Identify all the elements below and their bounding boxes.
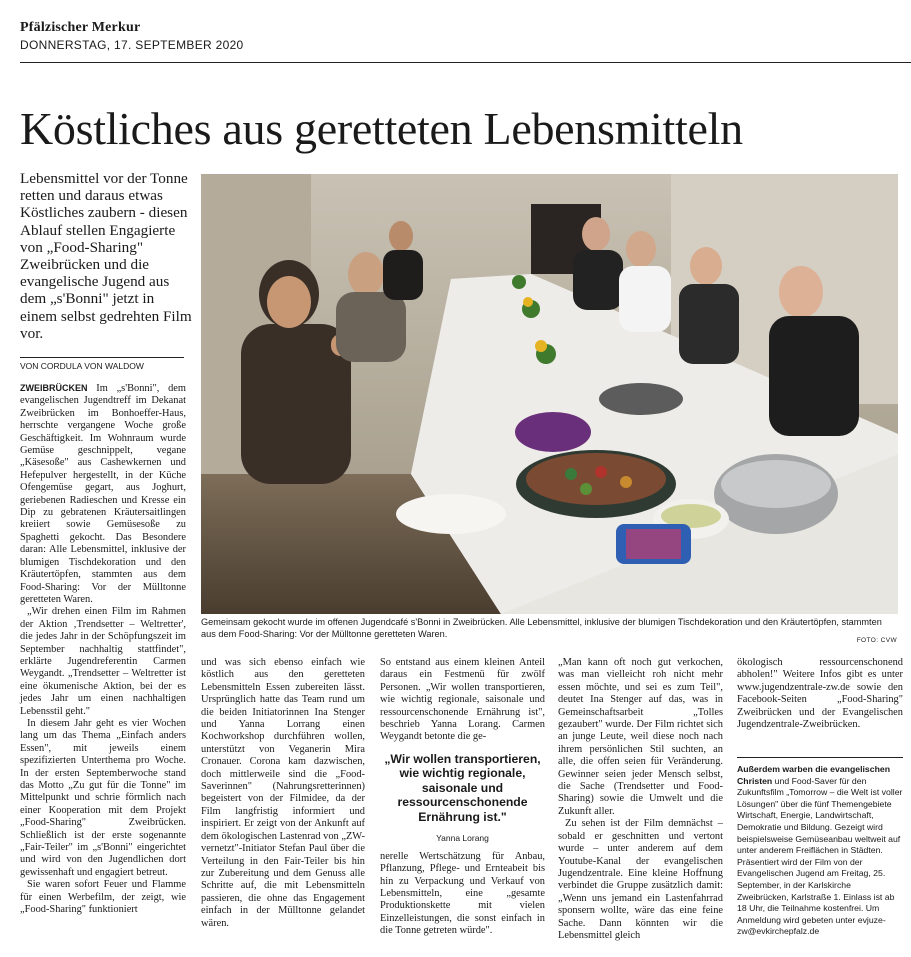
article-column-5 [737,657,903,731]
paragraph-text: Im „s'Bonni", dem evangelischen Jugendtreff im Dekanat Zweibrücken im Bonhoeffer-Haus, herrschte vergangene Woche große Geschäftigkeit. Im Wohnraum wurde Gemüse geschnippelt, vegane „Käsesoße" aus Cashewkernen und Hefepulver hergestellt, in der Küche Ofengemüse gegart, aus Joghurt, geriebenen Radieschen und Kresse ein Dip zu gebratenen Kräutersaitlingen kreiiert sowie Gemüsesoße zu Spaghetti gekocht. Das Besondere daran: Alle Lebensmittel, inklusive der blumigen Tischdekoration und den Kräutertöpfen, stammten aus dem Food-Sharing: Vor der Mülltonne geretteten Waren. [20,383,186,605]
paragraph: „Man kann oft noch gut verkochen, was man vielleicht roh nicht mehr essen möchte, und sei es zum Teil", deutet Ina Stenger auf das, was in Gemeinschaftsarbeit „Tolles gezaubert" wurde. Der Film richtet sich an junge Leute, weil diese noch nach ihrem persönlichen Stil suchten, an alle, die offen seien für Veränderung. Gewinner seien jeder Mensch selbst, die Sache (Trendsetter und Food-Sharing) sowie die Umwelt und die Zukunft aller. [558,657,723,817]
dateline: ZWEIBRÜCKEN [20,383,88,393]
article-photo [201,174,898,614]
paragraph [20,382,186,606]
info-box-lead: Außerdem warben die evangelischen Christen [737,764,891,786]
paragraph: In diesem Jahr geht es vier Wochen lang um das Thema „Einfach anders Essen", mit jeweils einem spezifizierten Unterthema pro Woche. In der ersten Septemberwoche stand das Motto „Zu gut für die Tonne" im Mittelpunkt und schrie förmlich nach einer Kooperation mit dem Projekt „Food-Sharing" Zweibrücken. Schließlich ist der erste sogenannte „Fair-Teiler" im „s'Bonni" eingerichtet und wird von den Jugendlichen dort gewissenhaft und engagiert betreut. [20,717,186,878]
masthead [20,20,244,52]
photo-caption: Gemeinsam gekocht wurde im offenen Jugendcafé s'Bonni in Zweibrücken. Alle Lebensmittel, inklusive der blumigen Tischdekoration und den Kräutertöpfen, stammten aus dem Food-Sharing: Vor der Mülltonne geretteten Waren. [201,617,882,639]
masthead-divider [20,62,911,63]
paragraph: nerelle Wertschätzung für Anbau, Pflanzung, Pflege- und Ernteabeit bis hin zu Verpackung und Verkauf von Lebensmitteln, eine „gesamte Produktionskette mit vielen Einzelleistungen, die sonst einfach in die Tonne getreten würde". [380,850,545,937]
pull-quote: „Wir wollen transportieren, wie wichtig regionale, saisonale und ressourcenschonende Ernährung ist." [384,751,541,824]
photo-credit: FOTO: CVW [856,637,897,644]
paragraph: Sie waren sofort Feuer und Flamme für einen Werbefilm, der zeigt, wie „Food-Sharing" funktioniert [20,879,186,916]
article-column-1 [20,382,186,916]
issue-date: DONNERSTAG, 17. SEPTEMBER 2020 [20,38,244,52]
info-box-text: und Food-Saver für den Zukunftsfilm „Tomorrow – die Welt ist voller Lösungen" über die fünf Themengebiete Wirtschaft, Energie, Landwirtschaft, Demokratie und Bildung. Gezeigt wird beispielsweise Gemüseanbau weltweit auf unter anderem Freiflächen in Städten. Präsentiert wird der Film von der Evangelischen Jugend am Freitag, 25. September, in der Karlskirche Zweibrücken, Karlstraße 1. Einlass ist ab 18 Uhr, die Teilnahme kostenfrei. Um Anmeldung wird gebeten unter evjuze-zw@evkirchepfalz.de [737,775,903,937]
article-column-3 [380,657,545,938]
pull-quote-author: Yanna Lorang [436,833,489,844]
article-lead: Lebensmittel vor der Tonne retten und daraus etwas Köstliches zaubern - diesen Ablauf stellen Engagierte von „Food-Sharing" Zweibrücken und die evangelische Jugend aus dem „s'Bonni" jetzt in einem selbst gedrehten Film vor. [20,170,192,342]
paragraph: So entstand aus einem kleinen Anteil daraus ein Festmenü für zwölf Personen. „Wir wollen transportieren, wie wichtig regionale, saisonale und ressourcenschonende Ernährung ist", beschrieb Yanna Lorang. Carmen Weygandt betonte die ge- [380,657,545,743]
paragraph: Zu sehen ist der Film demnächst – sobald er geschnitten und vertont wurde – unter anderem auf dem Youtube-Kanal der evangelischen Jugendzentrale. Eine kleine Hoffnung verbindet die Gruppe zusätzlich damit: „Wenn uns jemand ein Lastenfahrrad sponsern wollte, wäre das eine feine Sache. Dann könnten wir die Lebensmittel gleich [558,818,723,941]
article-column-4 [558,657,723,942]
paragraph: ökologisch ressourcenschonend abholen!" Weitere Infos gibt es unter www.jugendzentrale-zw.de sowie den Facebook-Seiten „Food-Sharing" Zweibrücken und der Evangelischen Jugendzentrale-Zweibrücken. [737,657,903,731]
paragraph: „Wir drehen einen Film im Rahmen der Aktion ‚Trendsetter – Weltretter', die jedes Jahr in der Schöpfungszeit im September nachhaltig stattfindet", erklärte Jugendreferentin Carmen Weygandt. „Trendsetter – Weltretter ist eine ökumenische Aktion, bei der es jedes Jahr um einen nachhaltigen Lebensstil geht." [20,606,186,717]
info-box [737,757,903,938]
photo-illustration [201,174,898,614]
article-headline: Köstliches aus geretteten Lebensmitteln [20,103,743,154]
byline: VON CORDULA VON WALDOW [20,357,184,371]
paragraph: und was sich ebenso einfach wie köstlich aus den geretteten Lebensmitteln Essen zubereiten lässt. Ursprünglich hatte das Team rund um die beiden Initiatorinnen Ina Stenger und Yanna Lorrang einen Kochworkshop durchführen wollen, unterstützt von Veganerin Mira Cronauer. Corona kam dazwischen, doch mittlerweile sind die „Food-Saverinnen" (Nahrungsretterinnen) begeistert von der Filmidee, da der Film langfristig informiert und inspiriert. Er zeigt von der Ankunft auf dem ökologischen Lastenrad von „ZW-vernetzt"-Initiator Stefan Paul über die Verteilung in den Fair-Teiler bis hin zur Zubereitung und dem Genuss alle Schritte auf, die mit Lebensmitteln passieren, die ohne das Engagement einfach in der Mülltonne gelandet wären. [201,657,365,929]
newspaper-name: Pfälzischer Merkur [20,20,141,35]
article-column-2 [201,657,365,930]
